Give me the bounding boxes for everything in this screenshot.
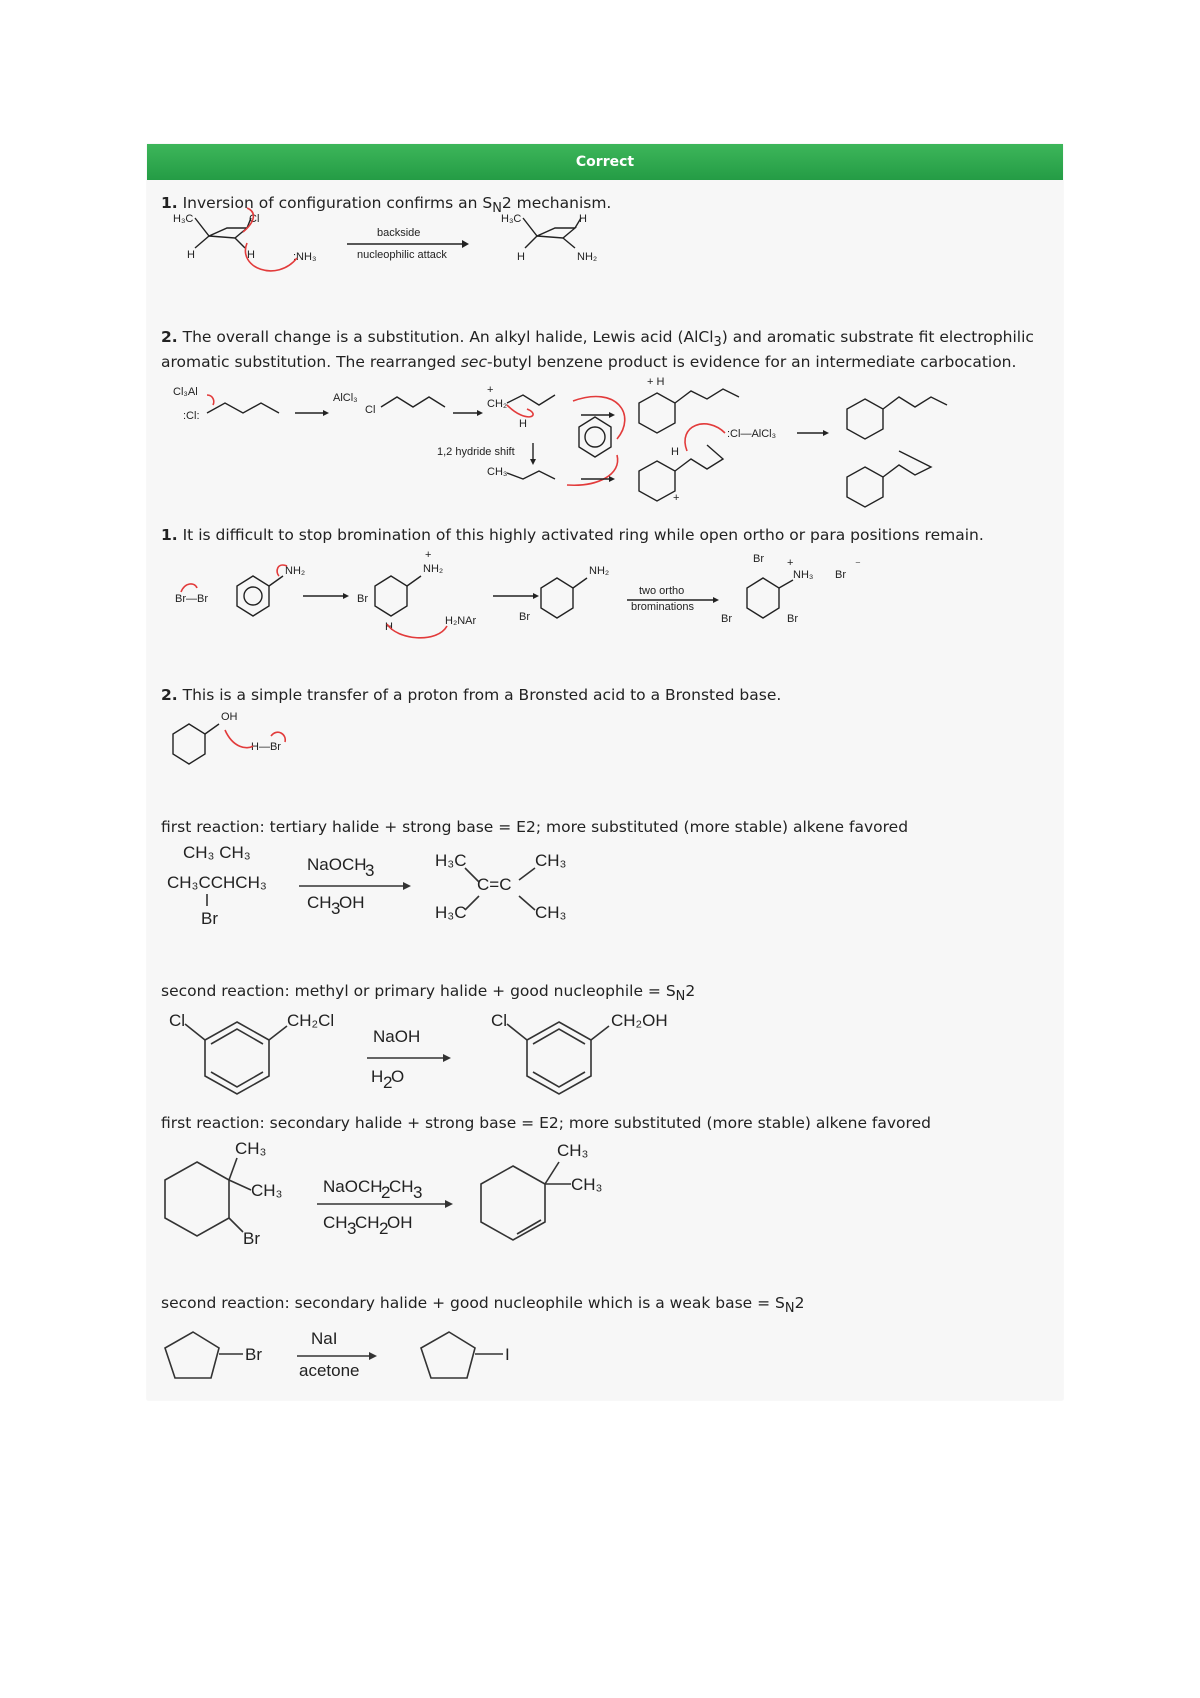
svg-text:NH₂: NH₂ [577, 251, 598, 263]
svg-text:Br—Br: Br—Br [175, 593, 208, 605]
sn2-scheme [147, 208, 1063, 298]
sn2-secondary-scheme [147, 1320, 1063, 1390]
svg-text:Cl: Cl [491, 1011, 508, 1030]
e2-secondary-scheme [147, 1138, 1063, 1248]
svg-text:CH₂: CH₂ [487, 398, 508, 410]
svg-text:backside: backside [377, 227, 421, 239]
svg-text:I: I [505, 1345, 510, 1364]
svg-text:Br: Br [357, 593, 368, 605]
svg-text:CH₂Cl: CH₂Cl [287, 1011, 335, 1030]
section-text: first reaction: secondary halide + strong base = E2; more substituted (more stable) alkene favored [161, 1114, 931, 1132]
section-text: 2. The overall change is a substitution. An alkyl halide, Lewis acid (AlCl$_3$) and aromatic substrate fit electrophilic [161, 328, 1034, 351]
svg-text:CH: CH [355, 1213, 380, 1232]
e2-tertiary-scheme [147, 844, 1063, 934]
svg-text:CH₃ CH₃: CH₃ CH₃ [183, 843, 251, 862]
svg-text:+: + [787, 557, 794, 569]
proton-transfer-scheme [147, 706, 1063, 766]
section-text: 2. This is a simple transfer of a proton from a Bronsted acid to a Bronsted base. [161, 686, 782, 704]
svg-text::Cl—AlCl₃: :Cl—AlCl₃ [727, 428, 777, 440]
svg-text:Br: Br [245, 1345, 262, 1364]
svg-text:H: H [187, 249, 195, 261]
svg-text:Cl: Cl [249, 213, 260, 225]
svg-text:H: H [579, 213, 587, 225]
svg-text::Cl:: :Cl: [183, 410, 200, 422]
svg-text:OH: OH [387, 1213, 413, 1232]
svg-text:+ H: + H [647, 376, 665, 388]
svg-text:CH₃: CH₃ [535, 903, 567, 922]
svg-text:3: 3 [365, 861, 375, 880]
svg-text:NH₃: NH₃ [793, 569, 814, 581]
svg-text:CH₃: CH₃ [571, 1175, 603, 1194]
svg-text:3: 3 [331, 899, 341, 918]
section-text: 1. It is difficult to stop bromination of this highly activated ring while open ortho or para positions remain. [161, 526, 984, 544]
svg-text:nucleophilic attack: nucleophilic attack [357, 249, 447, 261]
svg-text:Cl₃Al: Cl₃Al [173, 386, 198, 398]
svg-text:3: 3 [347, 1219, 357, 1238]
sn2-primary-scheme [147, 1008, 1063, 1098]
svg-text:H: H [519, 418, 527, 430]
svg-text:H₂NAr: H₂NAr [445, 615, 477, 627]
svg-text:H₃C: H₃C [435, 851, 467, 870]
svg-text:brominations: brominations [631, 601, 694, 613]
svg-text:NH₂: NH₂ [589, 565, 610, 577]
svg-text:CH₃CCHCH₃: CH₃CCHCH₃ [167, 873, 267, 892]
svg-text:Br: Br [835, 569, 846, 581]
svg-text:NH₂: NH₂ [285, 565, 306, 577]
svg-text:CH: CH [323, 1213, 348, 1232]
svg-text:+: + [425, 549, 432, 561]
friedel-crafts-scheme [147, 375, 1063, 505]
bromination-scheme [147, 548, 1063, 638]
feedback-card [147, 144, 1063, 1400]
svg-text:AlCl₃: AlCl₃ [333, 392, 358, 404]
svg-text:NaI: NaI [311, 1329, 338, 1348]
svg-text::NH₃: :NH₃ [293, 251, 317, 263]
svg-text:CH: CH [389, 1177, 414, 1196]
svg-text:CH₃: CH₃ [251, 1181, 283, 1200]
svg-text:H: H [671, 446, 679, 458]
svg-text:Cl: Cl [169, 1011, 186, 1030]
section-text-cont: aromatic substitution. The rearranged sec-butyl benzene product is evidence for an intermediate carbocation. [161, 353, 1017, 371]
svg-text:Br: Br [753, 553, 764, 565]
svg-text:Br: Br [787, 613, 798, 625]
svg-text:H: H [371, 1067, 384, 1086]
svg-text:C=C: C=C [477, 875, 512, 894]
svg-text:H₃C: H₃C [173, 213, 194, 225]
result-banner: Correct [147, 144, 1063, 180]
svg-text:NaOCH: NaOCH [323, 1177, 383, 1196]
svg-text:Br: Br [519, 611, 530, 623]
svg-text:Cl: Cl [365, 404, 376, 416]
svg-text:Br: Br [243, 1229, 260, 1248]
section-text: second reaction: secondary halide + good nucleophile which is a weak base = $S_N2$ [161, 1294, 805, 1317]
svg-text:NH₂: NH₂ [423, 563, 444, 575]
svg-text:Br: Br [721, 613, 732, 625]
svg-text:CH₂OH: CH₂OH [611, 1011, 668, 1030]
svg-text:H: H [517, 251, 525, 263]
svg-text:H—Br: H—Br [251, 741, 281, 753]
svg-text:O: O [391, 1067, 405, 1086]
svg-text:2: 2 [381, 1183, 391, 1202]
svg-text:NaOCH: NaOCH [307, 855, 367, 874]
svg-text:CH₃: CH₃ [235, 1139, 267, 1158]
svg-text:CH: CH [307, 893, 332, 912]
svg-text:2: 2 [383, 1073, 393, 1092]
svg-text:H: H [385, 621, 393, 633]
svg-text:H₃C: H₃C [501, 213, 522, 225]
svg-text:3: 3 [413, 1183, 423, 1202]
svg-text:1,2 hydride shift: 1,2 hydride shift [437, 446, 515, 458]
svg-text:2: 2 [379, 1219, 389, 1238]
svg-text:+: + [673, 492, 680, 504]
svg-text:OH: OH [221, 711, 238, 723]
svg-text:OH: OH [339, 893, 365, 912]
svg-text:Br: Br [201, 909, 218, 928]
svg-text:two ortho: two ortho [639, 585, 685, 597]
section-text: first reaction: tertiary halide + strong base = E2; more substituted (more stable) alkene favored [161, 818, 909, 836]
svg-text:CH₃: CH₃ [557, 1141, 589, 1160]
section-text: 1. Inversion of configuration confirms an $S_N2$ mechanism. [161, 194, 612, 217]
svg-text:CH₃: CH₃ [487, 466, 508, 478]
section-text: second reaction: methyl or primary halide + good nucleophile = $S_N2$ [161, 982, 696, 1005]
svg-text:⁻: ⁻ [855, 559, 861, 571]
svg-text:acetone: acetone [299, 1361, 360, 1380]
svg-text:CH₃: CH₃ [535, 851, 567, 870]
svg-text:H: H [247, 249, 255, 261]
svg-text:H₃C: H₃C [435, 903, 467, 922]
svg-text:+: + [487, 384, 494, 396]
svg-text:NaOH: NaOH [373, 1027, 421, 1046]
